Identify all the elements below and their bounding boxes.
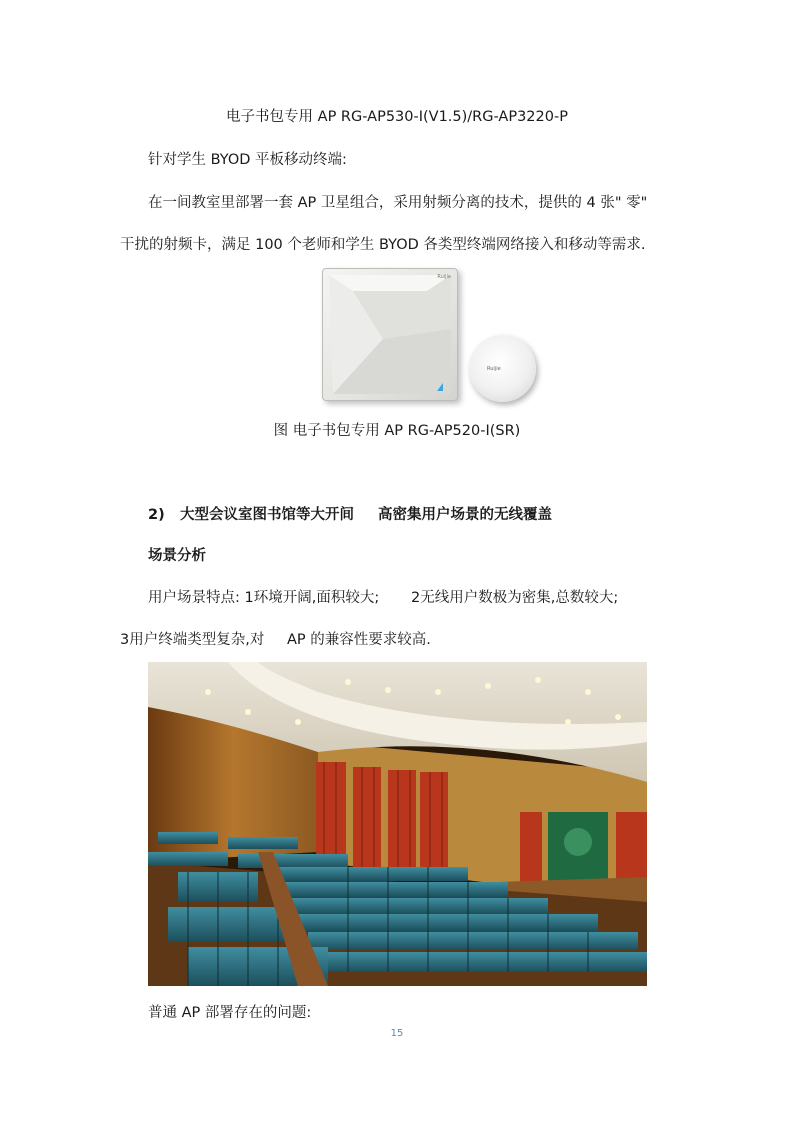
- figure-caption: 图 电子书包专用 AP RG-AP520-I(SR): [273, 423, 521, 439]
- section-title-part-b: 高密集用户场景的无线覆盖: [378, 507, 552, 523]
- auditorium-photo: [148, 662, 647, 986]
- byod-paragraph: 针对学生 BYOD 平板移动终端:: [148, 152, 347, 168]
- deploy-paragraph-line-2: 干扰的射频卡，满足 100 个老师和学生 BYOD 各类型终端网络接入和移动等需求.: [120, 237, 646, 253]
- common-ap-problems-heading: 普通 AP 部署存在的问题:: [148, 1005, 312, 1021]
- features-line-1a: 用户场景特点: 1环境开阔,面积较大;: [148, 590, 380, 606]
- section-title-part-a: 大型会议室图书馆等大开间: [180, 507, 354, 523]
- brand-logo-small: Ruijie: [487, 366, 501, 372]
- section-number: 2): [148, 507, 165, 523]
- page-number: 15: [390, 1028, 404, 1039]
- status-led-icon: [437, 383, 443, 391]
- product-heading: 电子书包专用 AP RG-AP530-I(V1.5)/RG-AP3220-P: [226, 109, 568, 125]
- ap-square-device-image: [322, 268, 458, 401]
- scene-analysis-heading: 场景分析: [148, 548, 206, 564]
- deploy-paragraph-line-1: 在一间教室里部署一套 AP 卫星组合，采用射频分离的技术，提供的 4 张" 零": [148, 195, 648, 211]
- features-line-1b: 2无线用户数极为密集,总数较大;: [411, 590, 619, 606]
- features-line-2b: AP 的兼容性要求较高.: [287, 632, 431, 648]
- brand-logo: Ruijie: [437, 274, 451, 280]
- features-line-2a: 3用户终端类型复杂,对: [120, 632, 265, 648]
- ap-round-device-image: [469, 335, 536, 402]
